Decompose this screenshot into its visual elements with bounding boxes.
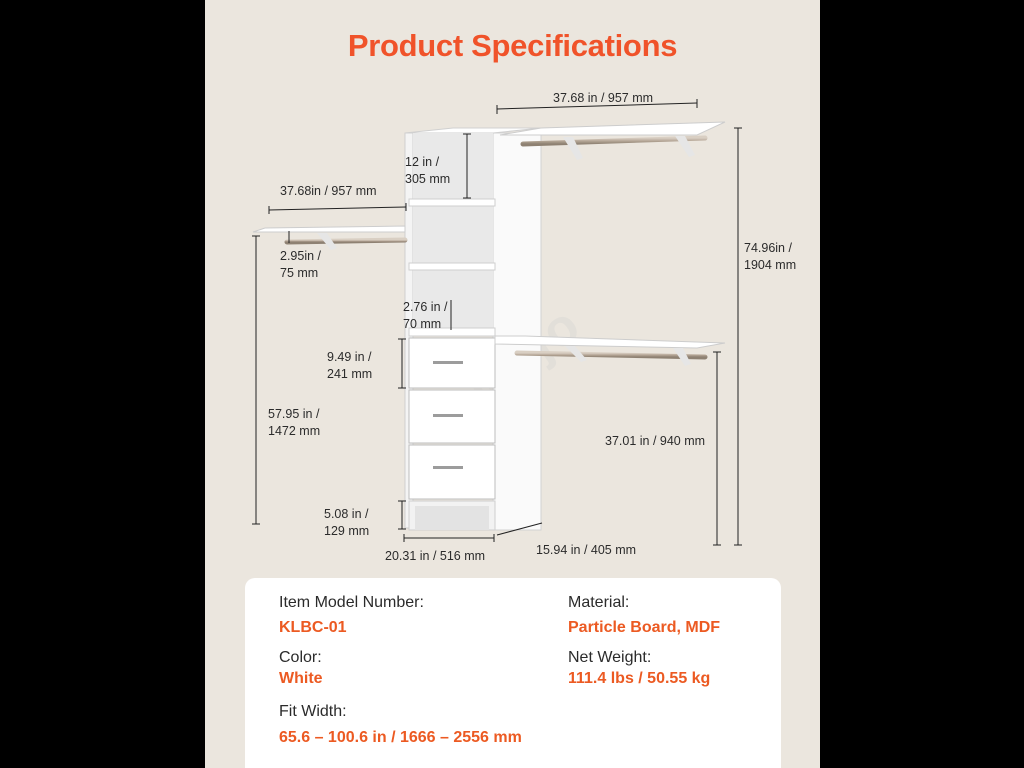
page-title: Product Specifications (347, 28, 678, 63)
dim-total-height (744, 240, 796, 274)
dim-base-in: 5.08 in / (324, 507, 369, 521)
dim-left-height-mm: 1472 mm (268, 424, 321, 438)
left-shelf (253, 226, 405, 250)
dim-rod-drop-mm: 75 mm (280, 266, 319, 280)
model-label: Item Model Number: (279, 594, 424, 611)
dim-top-gap-mm: 305 mm (405, 172, 451, 186)
dim-total-height-in: 74.96in / (744, 241, 792, 255)
dim-base-mm: 129 mm (324, 524, 370, 538)
dim-top-gap (405, 154, 450, 188)
dim-shelf-gap (403, 299, 447, 333)
fit-width-value: 65.6 – 100.6 in / 1666 – 2556 mm (279, 729, 522, 746)
weight-label: Net Weight: (568, 649, 652, 666)
color-value: White (279, 670, 323, 687)
dim-base (324, 506, 369, 540)
dim-top-width: 37.68 in / 957 mm (553, 91, 654, 105)
dim-shelf-gap-mm: 70 mm (403, 317, 442, 331)
dim-drawer-mm: 241 mm (327, 367, 373, 381)
dim-left-height (268, 406, 320, 440)
spec-panel (205, 0, 820, 768)
fit-width-label: Fit Width: (279, 703, 347, 720)
dim-drawer-in: 9.49 in / (327, 350, 372, 364)
color-label: Color: (279, 649, 322, 666)
closet-diagram (205, 0, 820, 578)
dim-rod-drop (280, 248, 321, 282)
material-label: Material: (568, 594, 630, 611)
dim-shelf-gap-in: 2.76 in / (403, 300, 448, 314)
material-value: Particle Board, MDF (568, 619, 721, 636)
spec-card (245, 578, 781, 768)
dim-drawer (327, 349, 372, 383)
dim-total-height-mm: 1904 mm (744, 258, 797, 272)
dim-tower-width: 20.31 in / 516 mm (385, 549, 486, 563)
dim-depth: 15.94 in / 405 mm (536, 543, 637, 557)
dim-right-height: 37.01 in / 940 mm (605, 434, 706, 448)
model-value: KLBC-01 (279, 619, 347, 636)
dim-left-width: 37.68in / 957 mm (280, 184, 377, 198)
weight-value: 111.4 lbs / 50.55 kg (568, 670, 711, 687)
dim-left-height-in: 57.95 in / (268, 407, 320, 421)
dim-top-gap-in: 12 in / (405, 155, 440, 169)
dim-rod-drop-in: 2.95in / (280, 249, 322, 263)
